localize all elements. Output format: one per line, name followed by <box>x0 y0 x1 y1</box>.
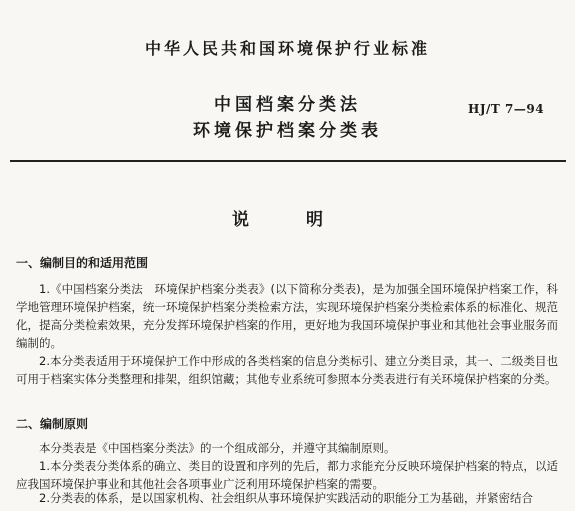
paragraph: 1.本分类表分类体系的确立、类目的设置和序列的先后，都力求能充分反映环境保护档案的特点，以适应我国环境保护事业和其他社会各项事业广泛利用环境保护档案的需要。 <box>16 459 558 491</box>
standard-category: 中华人民共和国环境保护行业标准 <box>144 39 430 58</box>
header-divider <box>10 160 566 162</box>
paragraph: 1.《中国档案分类法 环境保护档案分类表》(以下简称分类表)，是为加强全国环境保护档案工作，科学地管理环境保护档案，统一环境保护档案分类检索方法，实现环境保护档案分类检索体系的标准化、规范化，提高分类检索效果，充分发挥环境保护档案的作用，更好地为我国环境保护事业和其他社会事业服务而编制的。 <box>16 282 558 350</box>
section-heading-purpose: 一、编制目的和适用范围 <box>16 256 149 270</box>
paragraph: 本分类表是《中国档案分类法》的一个组成部分，并遵守其编制原则。 <box>39 441 396 455</box>
section-heading-principles: 二、编制原则 <box>16 417 89 431</box>
document-title-line2: 环境保护档案分类表 <box>193 121 382 141</box>
section-title: 说 明 <box>232 210 343 230</box>
paragraph: 2.分类表的体系，是以国家机构、社会组织从事环境保护实践活动的职能分工为基础，并紧密结合 <box>39 491 533 505</box>
document-title-line1: 中国档案分类法 <box>214 95 361 115</box>
standard-code: HJ/T 7—94 <box>468 102 545 116</box>
paragraph: 2.本分类表适用于环境保护工作中形成的各类档案的信息分类标引、建立分类目录，其一、二级类目也可用于档案实体分类整理和排架，组织馆藏；其他专业系统可参照本分类表进行有关环境保护档案的分类。 <box>16 354 558 386</box>
